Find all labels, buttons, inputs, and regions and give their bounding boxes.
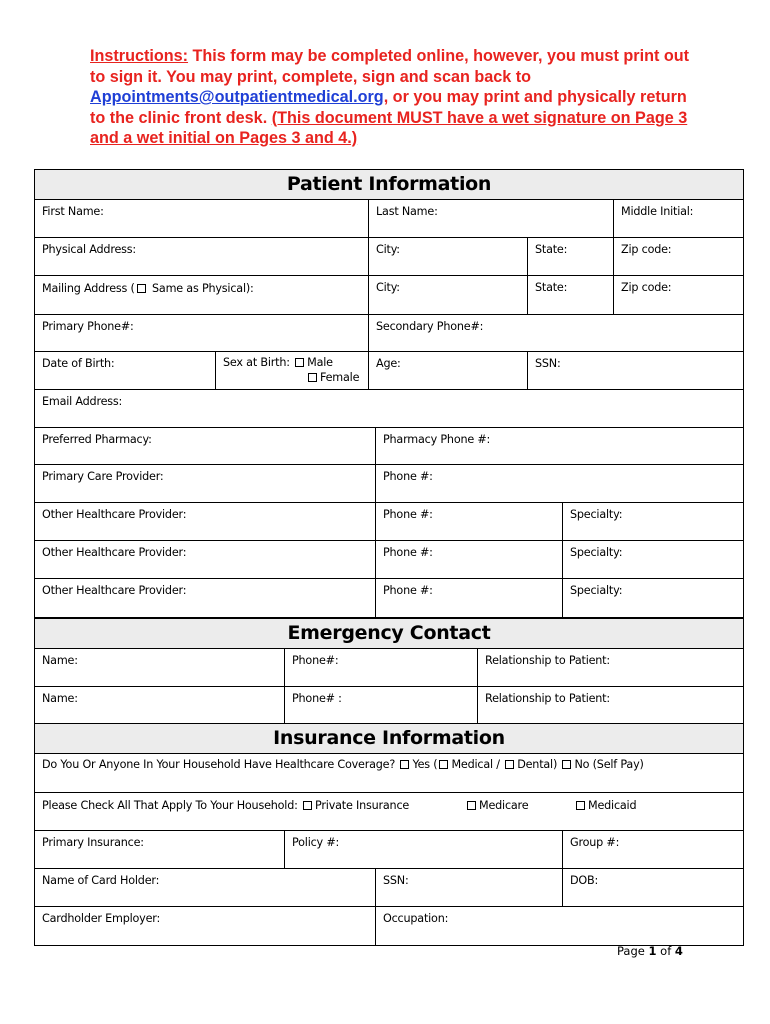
appointments-email-link[interactable]: Appointments@outpatientmedical.org bbox=[90, 88, 384, 106]
cardholder-employer-field[interactable]: Cardholder Employer: bbox=[42, 911, 161, 925]
mailing-zip-field[interactable]: Zip code: bbox=[613, 276, 743, 314]
emergency-contact-row bbox=[35, 649, 743, 687]
page-of: of bbox=[656, 944, 675, 958]
coverage-no-label: No (Self Pay) bbox=[574, 758, 644, 771]
page-label: Page bbox=[617, 944, 649, 958]
coverage-yes-checkbox[interactable] bbox=[400, 760, 409, 769]
mailing-state-field[interactable]: State: bbox=[527, 276, 613, 314]
mailing-address-field[interactable] bbox=[35, 276, 368, 314]
primary-insurance-row bbox=[35, 831, 743, 869]
medicaid-checkbox[interactable] bbox=[576, 801, 585, 810]
physical-city-field[interactable]: City: bbox=[368, 238, 527, 275]
preferred-pharmacy-field[interactable]: Preferred Pharmacy: bbox=[42, 432, 152, 446]
signature-note: (This document MUST have a wet signature on Page 3 and a wet initial on Pages 3 and 4.) bbox=[90, 108, 688, 147]
instructions-text-2: , or you may print and physically return to the clinic front desk. bbox=[90, 88, 687, 127]
pcp-row bbox=[35, 465, 743, 503]
coverage-question bbox=[35, 754, 743, 792]
other-provider-phone-field[interactable]: Phone #: bbox=[375, 503, 562, 540]
emergency-contact-row bbox=[35, 687, 743, 725]
other-provider-row bbox=[35, 541, 743, 579]
pharmacy-row bbox=[35, 428, 743, 466]
medicaid-label: Medicaid bbox=[588, 799, 637, 812]
middle-initial-field[interactable]: Middle Initial: bbox=[613, 200, 743, 237]
email-address-field[interactable]: Email Address: bbox=[42, 395, 123, 408]
dob-row bbox=[35, 352, 743, 390]
occupation-field[interactable]: Occupation: bbox=[375, 907, 743, 945]
sex-at-birth-label: Sex at Birth: bbox=[223, 356, 290, 369]
coverage-medical-label: Medical / bbox=[451, 758, 500, 771]
sex-at-birth-field bbox=[215, 352, 368, 389]
same-as-physical-checkbox[interactable] bbox=[137, 284, 146, 293]
female-option bbox=[306, 371, 368, 384]
phone-row bbox=[35, 315, 743, 353]
other-provider-row bbox=[35, 579, 743, 618]
physical-address-row bbox=[35, 238, 743, 276]
card-holder-row bbox=[35, 869, 743, 907]
emergency-relationship-field[interactable]: Relationship to Patient: bbox=[477, 649, 743, 686]
insurance-information-heading: Insurance Information bbox=[35, 724, 743, 754]
mailing-city-field[interactable]: City: bbox=[368, 276, 527, 314]
pharmacy-phone-field[interactable]: Pharmacy Phone #: bbox=[375, 428, 743, 465]
card-holder-dob-field[interactable]: DOB: bbox=[562, 869, 743, 906]
emergency-phone-field[interactable]: Phone#: bbox=[284, 649, 477, 686]
medicare-label: Medicare bbox=[479, 799, 529, 812]
group-number-field[interactable]: Group #: bbox=[562, 831, 743, 868]
last-name-field[interactable]: Last Name: bbox=[368, 200, 613, 237]
instructions-text-1: This form may be completed online, however, you must print out to sign it. You may print, complete, sign and scan back to bbox=[90, 47, 690, 86]
coverage-medical-checkbox[interactable] bbox=[439, 760, 448, 769]
first-name-field[interactable]: First Name: bbox=[42, 205, 104, 218]
coverage-row bbox=[35, 754, 743, 793]
emergency-name-field[interactable]: Name: bbox=[42, 654, 78, 667]
household-types-label: Please Check All That Apply To Your Household: bbox=[42, 799, 298, 812]
card-holder-name-field[interactable]: Name of Card Holder: bbox=[42, 873, 160, 887]
male-checkbox[interactable] bbox=[295, 358, 304, 367]
dob-field[interactable]: Date of Birth: bbox=[42, 357, 115, 370]
other-provider-field[interactable]: Other Healthcare Provider: bbox=[42, 584, 187, 597]
private-insurance-label: Private Insurance bbox=[315, 799, 410, 812]
household-types bbox=[35, 793, 743, 830]
other-provider-specialty-field[interactable]: Specialty: bbox=[562, 541, 743, 578]
other-provider-field[interactable]: Other Healthcare Provider: bbox=[42, 546, 187, 559]
emergency-relationship-field[interactable]: Relationship to Patient: bbox=[477, 687, 743, 724]
email-row bbox=[35, 390, 743, 428]
physical-address-field[interactable]: Physical Address: bbox=[42, 243, 136, 256]
medicare-checkbox[interactable] bbox=[467, 801, 476, 810]
coverage-yes-label: Yes ( bbox=[412, 758, 438, 771]
coverage-dental-label: Dental) bbox=[517, 758, 558, 771]
secondary-phone-field[interactable]: Secondary Phone#: bbox=[368, 315, 743, 352]
page-number bbox=[617, 944, 683, 958]
household-types-row bbox=[35, 793, 743, 831]
card-holder-ssn-field[interactable]: SSN: bbox=[375, 869, 562, 906]
emergency-phone-field[interactable]: Phone# : bbox=[284, 687, 477, 724]
physical-zip-field[interactable]: Zip code: bbox=[613, 238, 743, 275]
other-provider-row bbox=[35, 503, 743, 541]
total-pages: 4 bbox=[674, 944, 683, 958]
medicaid-option bbox=[574, 799, 636, 812]
female-checkbox[interactable] bbox=[308, 373, 317, 382]
other-provider-specialty-field[interactable]: Specialty: bbox=[562, 503, 743, 540]
mailing-address-label-post: Same as Physical): bbox=[148, 281, 254, 295]
name-row bbox=[35, 200, 743, 238]
age-field[interactable]: Age: bbox=[368, 352, 527, 389]
mailing-address-label-pre: Mailing Address ( bbox=[42, 281, 135, 295]
instructions-block bbox=[90, 46, 690, 149]
other-provider-specialty-field[interactable]: Specialty: bbox=[562, 579, 743, 617]
coverage-no-checkbox[interactable] bbox=[562, 760, 571, 769]
mailing-address-row bbox=[35, 276, 743, 315]
other-provider-phone-field[interactable]: Phone #: bbox=[375, 541, 562, 578]
instructions-label: Instructions: bbox=[90, 47, 189, 65]
coverage-question-label: Do You Or Anyone In Your Household Have Healthcare Coverage? bbox=[42, 758, 396, 771]
female-label: Female bbox=[320, 371, 360, 384]
primary-phone-field[interactable]: Primary Phone#: bbox=[42, 319, 134, 333]
patient-information-heading: Patient Information bbox=[35, 169, 743, 200]
emergency-name-field[interactable]: Name: bbox=[42, 691, 78, 705]
intake-form bbox=[34, 169, 744, 946]
private-insurance-checkbox[interactable] bbox=[303, 801, 312, 810]
emergency-contact-heading: Emergency Contact bbox=[35, 618, 743, 649]
current-page: 1 bbox=[648, 944, 657, 958]
primary-insurance-field[interactable]: Primary Insurance: bbox=[42, 835, 144, 849]
male-label: Male bbox=[307, 356, 333, 369]
other-provider-field[interactable]: Other Healthcare Provider: bbox=[42, 508, 187, 521]
pcp-phone-field[interactable]: Phone #: bbox=[375, 465, 743, 502]
physical-state-field[interactable]: State: bbox=[527, 238, 613, 275]
patient-ssn-field[interactable]: SSN: bbox=[527, 352, 743, 389]
policy-number-field[interactable]: Policy #: bbox=[284, 831, 562, 868]
employer-row bbox=[35, 907, 743, 946]
medicare-option bbox=[465, 799, 528, 812]
other-provider-phone-field[interactable]: Phone #: bbox=[375, 579, 562, 617]
primary-care-provider-field[interactable]: Primary Care Provider: bbox=[42, 470, 164, 483]
coverage-dental-checkbox[interactable] bbox=[505, 760, 514, 769]
